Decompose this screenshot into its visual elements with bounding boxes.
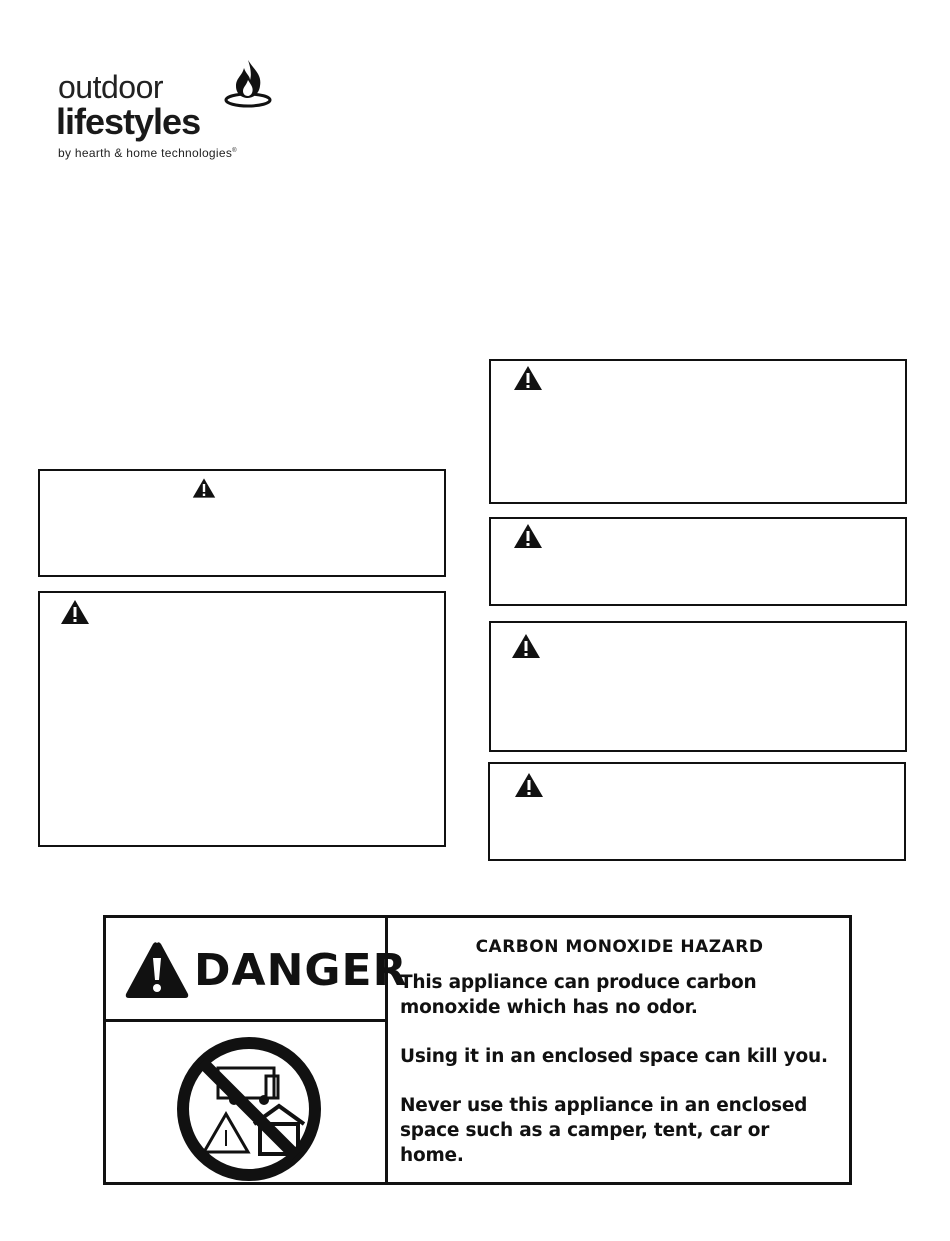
danger-label xyxy=(103,915,852,1185)
danger-text-cell xyxy=(388,918,849,1182)
flame-icon xyxy=(224,58,272,108)
warning-box-4 xyxy=(489,517,907,606)
hazard-paragraph-1: This appliance can produce carbon monoxide which has no odor. xyxy=(400,972,757,1018)
warning-box-1 xyxy=(38,469,446,577)
logo-text-lifestyles: lifestyles xyxy=(56,101,201,142)
warning-triangle-icon xyxy=(124,940,190,1000)
warning-box-5 xyxy=(489,621,907,752)
warning-box-2 xyxy=(38,591,446,847)
hazard-paragraph-3: Never use this appliance in an enclosed space such as a camper, tent, car or home. xyxy=(400,1095,808,1166)
registered-mark: ® xyxy=(232,148,237,154)
warning-box-6 xyxy=(488,762,906,861)
brand-logo xyxy=(56,58,286,158)
warning-triangle-icon xyxy=(192,477,216,499)
danger-header-cell xyxy=(106,918,408,1022)
hazard-paragraph-2: Using it in an enclosed space can kill you. xyxy=(400,1046,828,1067)
warning-triangle-icon xyxy=(511,633,541,659)
hazard-title: CARBON MONOXIDE HAZARD xyxy=(475,937,764,957)
danger-pictogram-cell xyxy=(106,1022,388,1182)
logo-text-outdoor: outdoor xyxy=(58,69,164,105)
warning-triangle-icon xyxy=(513,523,543,549)
warning-box-3 xyxy=(489,359,907,504)
prohibited-enclosed-space-icon xyxy=(174,1034,324,1184)
logo-text-tagline: by hearth & home technologies® xyxy=(58,146,237,160)
warning-triangle-icon xyxy=(60,599,90,625)
danger-signal-word: DANGER xyxy=(194,945,408,996)
warning-triangle-icon xyxy=(513,365,543,391)
warning-triangle-icon xyxy=(514,772,544,798)
